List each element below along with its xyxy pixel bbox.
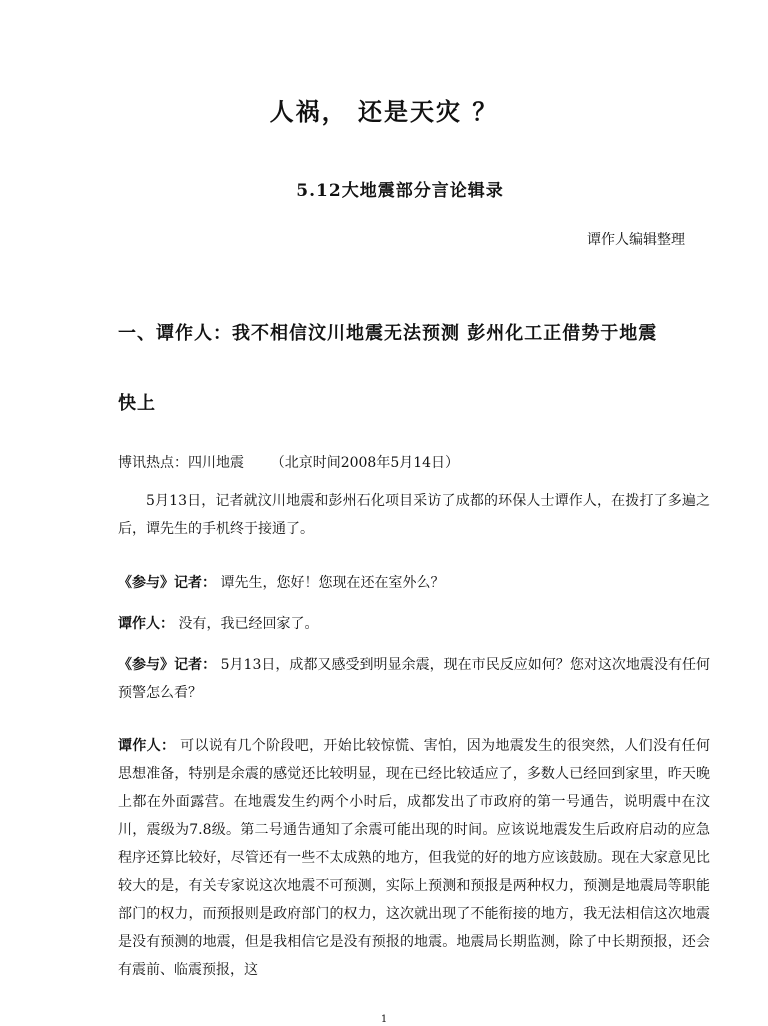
paragraph-answer-1 (118, 610, 710, 638)
paragraph-intro (118, 487, 710, 543)
speaker-label: 谭作人： (118, 738, 176, 754)
paragraph-answer-2 (118, 732, 710, 984)
speaker-label: 谭作人： (118, 616, 174, 632)
section-heading-line-2: 快上 (118, 393, 156, 414)
document-author: 谭作人编辑整理 (587, 232, 685, 248)
paragraph-question-1 (118, 569, 710, 597)
document-subtitle: 5.12大地震部分言论辑录 (296, 181, 504, 201)
paragraph-text: 5月13日，记者就汶川地震和彭州石化项目采访了成都的环保人士谭作人，在拨打了多遍之后，谭先生的手机终于接通了。 (118, 493, 710, 537)
section-heading (118, 316, 718, 422)
paragraph-question-2 (118, 651, 710, 707)
speaker-label: 《参与》记者： (118, 575, 216, 591)
paragraph-text: 没有，我已经回家了。 (174, 616, 319, 632)
section-heading-line-1: 一、谭作人：我不相信汶川地震无法预测 彭州化工正借势于地震 (118, 323, 658, 344)
page-number: 1 (380, 1014, 388, 1025)
source-line: 博讯热点：四川地震 （北京时间2008年5月14日） (118, 455, 460, 471)
paragraph-text: 谭先生，您好！您现在还在室外么？ (216, 575, 445, 591)
document-title: 人祸， 还是天灾 ？ (269, 97, 499, 126)
paragraph-text: 5月13日，成都又感受到明显余震，现在市民反应如何？您对这次地震没有任何预警怎么看？ (118, 657, 711, 701)
speaker-label: 《参与》记者： (118, 657, 217, 673)
paragraph-text: 可以说有几个阶段吧，开始比较惊慌、害怕，因为地震发生的很突然，人们没有任何思想准备，特别是余震的感觉还比较明显，现在已经比较适应了，多数人已经回到家里，昨天晚上都在外面露营。在地震发生约两个小时后，成都发出了市政府的第一号通告，说明震中在汶川，震级为7.8级。第二号通告通知了余震可能出现的时间。应该说地震发生后政府启动的应急程序还算比较好，尽管还有一些不太成熟的地方，但我觉的好的地方应该鼓励。现在大家意见比较大的是，有关专家说这次地震不可预测，实际上预测和预报是两种权力，预测是地震局等职能部门的权力，而预报则是政府部门的权力，这次就出现了不能衔接的地方，我无法相信这次地震是没有预测的地震，但是我相信它是没有预报的地震。地震局长期监测，除了中长期预报，还会有震前、临震预报，这 (118, 738, 711, 978)
